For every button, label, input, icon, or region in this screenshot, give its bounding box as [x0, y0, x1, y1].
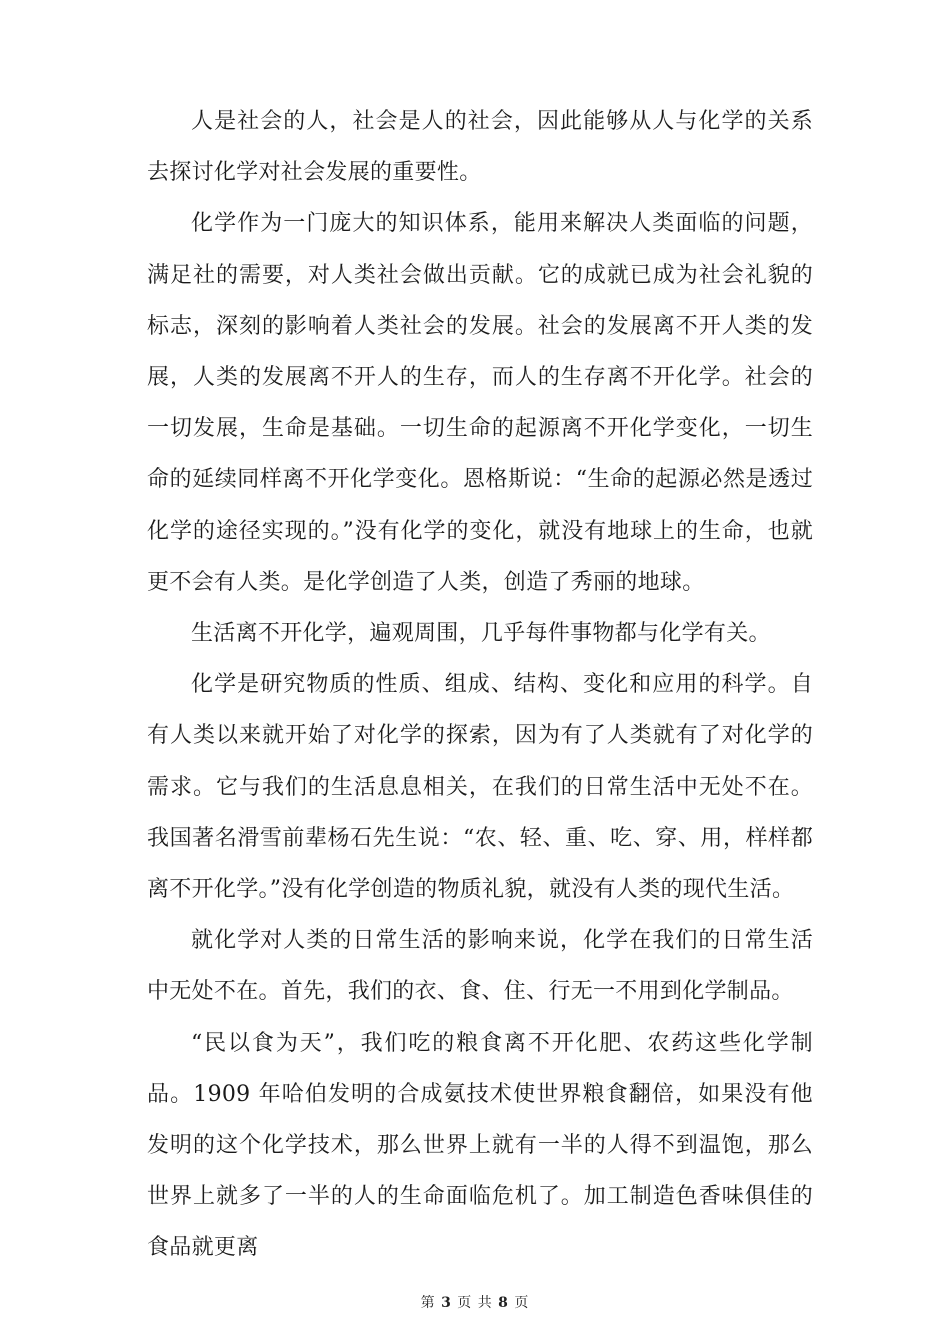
- paragraph: 就化学对人类的日常生活的影响来说，化学在我们的日常生活中无处不在。首先，我们的衣、食、住、行无一不用到化学制品。: [147, 928, 813, 1005]
- footer-middle: 页 共: [457, 1295, 493, 1311]
- paragraph: 人是社会的人，社会是人的社会，因此能够从人与化学的关系去探讨化学对社会发展的重要性。: [147, 109, 813, 186]
- total-page-count: 8: [498, 1295, 509, 1311]
- paragraph: 化学是研究物质的性质、组成、结构、变化和应用的科学。自有人类以来就开始了对化学的探索，因为有了人类就有了对化学的需求。它与我们的生活息息相关，在我们的日常生活中无处不在。我国著名滑雪前辈杨石先生说：“农、轻、重、吃、穿、用，样样都离不开化学。”没有化学创造的物质礼貌，就没有人类的现代生活。: [147, 672, 813, 903]
- page-footer: [0, 1293, 950, 1313]
- footer-prefix: 第: [420, 1295, 436, 1311]
- paragraph: 化学作为一门庞大的知识体系，能用来解决人类面临的问题，满足社的需要，对人类社会做出贡献。它的成就已成为社会礼貌的标志，深刻的影响着人类社会的发展。社会的发展离不开人类的发展，人类的发展离不开人的生存，而人的生存离不开化学。社会的一切发展，生命是基础。一切生命的起源离不开化学变化，一切生命的延续同样离不开化学变化。恩格斯说：“生命的起源必然是透过化学的途径实现的。”没有化学的变化，就没有地球上的生命，也就更不会有人类。是化学创造了人类，创造了秀丽的地球。: [147, 211, 813, 595]
- footer-suffix: 页: [514, 1295, 530, 1311]
- paragraph: 生活离不开化学，遍观周围，几乎每件事物都与化学有关。: [191, 621, 771, 647]
- paragraph: “民以食为天”，我们吃的粮食离不开化肥、农药这些化学制品。1909 年哈伯发明的合成氨技术使世界粮食翻倍，如果没有他发明的这个化学技术，那么世界上就有一半的人得不到温饱，那么世界上就多了一半的人的生命面临危机了。加工制造色香味俱佳的食品就更离: [147, 1030, 813, 1261]
- body-text: [147, 96, 813, 1274]
- current-page-number: 3: [441, 1295, 452, 1311]
